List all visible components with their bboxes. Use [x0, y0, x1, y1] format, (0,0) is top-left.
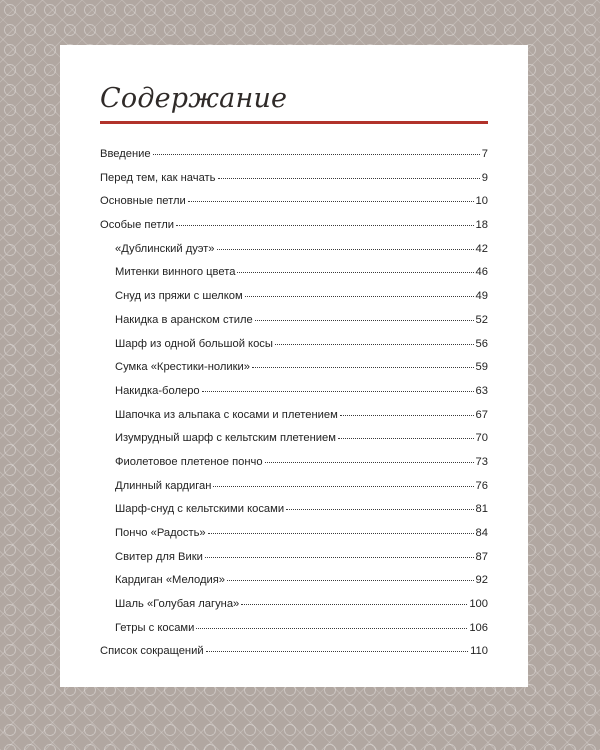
toc-entry-title: Пончо «Радость» — [115, 527, 206, 539]
dot-leader — [206, 651, 469, 652]
toc-entry-page: 87 — [475, 550, 488, 563]
toc-entry-project — [100, 552, 488, 576]
toc-entry-title: Список сокращений — [100, 645, 204, 658]
toc-entry-page: 84 — [475, 527, 488, 539]
toc-entry-project — [100, 386, 488, 410]
toc-entry-page: 7 — [481, 148, 488, 160]
toc-entry-page: 52 — [475, 313, 488, 326]
toc-entry-project — [100, 315, 488, 339]
toc-entry-title: Основные петли — [100, 195, 186, 208]
toc-entry-page: 100 — [469, 598, 488, 611]
toc-entry-title: Шарф-снуд с кельтскими косами — [115, 503, 285, 516]
toc-entry-title: Изумрудный шарф с кельтским плетением — [115, 432, 336, 445]
toc-entry-project — [100, 244, 488, 268]
toc-entry-page: 10 — [475, 195, 488, 208]
toc-entry-project — [100, 267, 488, 291]
toc-entry-title: «Дублинский дуэт» — [115, 242, 215, 255]
dot-leader — [196, 628, 467, 629]
toc-entry-project — [100, 362, 488, 386]
dot-leader — [286, 509, 473, 510]
dot-leader — [255, 320, 474, 321]
dot-leader — [340, 415, 474, 416]
toc-entry-page: 67 — [475, 408, 488, 421]
toc-entry-project — [100, 575, 488, 599]
toc-entry-introduction — [100, 149, 488, 173]
toc-entry-project — [100, 433, 488, 457]
dot-leader — [338, 438, 474, 439]
toc-entry-title: Свитер для Вики — [115, 550, 203, 563]
toc-entry-project — [100, 504, 488, 528]
toc-entry-page: 73 — [475, 455, 488, 468]
toc-entry-page: 9 — [481, 171, 488, 184]
toc-entry-project — [100, 291, 488, 315]
table-of-contents — [100, 149, 488, 670]
toc-entry-project — [100, 410, 488, 434]
toc-entry-title: Шапочка из альпака с косами и плетением — [115, 408, 338, 421]
toc-entry-basic-stitches — [100, 196, 488, 220]
dot-leader — [153, 154, 480, 155]
dot-leader — [227, 580, 474, 581]
toc-entry-page: 42 — [475, 242, 488, 255]
toc-entry-page: 18 — [475, 219, 488, 232]
toc-entry-page: 76 — [475, 479, 488, 492]
dot-leader — [208, 533, 474, 534]
toc-entry-page: 49 — [475, 290, 488, 303]
dot-leader — [176, 225, 474, 226]
dot-leader — [241, 604, 467, 605]
dot-leader — [265, 462, 474, 463]
toc-entry-page: 59 — [475, 361, 488, 374]
page-title: Содержание — [100, 83, 288, 114]
toc-entry-title: Снуд из пряжи с шелком — [115, 290, 243, 303]
toc-entry-title: Гетры с косами — [115, 621, 195, 634]
toc-entry-page: 106 — [469, 621, 488, 634]
toc-entry-project — [100, 457, 488, 481]
toc-entry-project — [100, 481, 488, 505]
toc-entry-abbreviations — [100, 646, 488, 670]
dot-leader — [237, 272, 473, 273]
dot-leader — [188, 201, 474, 202]
toc-entry-title: Кардиган «Мелодия» — [115, 574, 226, 587]
toc-entry-project — [100, 599, 488, 623]
book-page — [60, 45, 528, 687]
toc-entry-page: 63 — [475, 384, 488, 397]
toc-entry-page: 46 — [475, 266, 488, 279]
toc-entry-project — [100, 339, 488, 363]
dot-leader — [275, 344, 474, 345]
dot-leader — [205, 557, 474, 558]
toc-entry-project — [100, 623, 488, 647]
toc-entry-before-start — [100, 173, 488, 197]
toc-entry-title: Сумка «Крестики-нолики» — [115, 361, 251, 374]
dot-leader — [252, 367, 474, 368]
title-underline — [100, 121, 488, 124]
toc-entry-page: 81 — [475, 503, 488, 516]
toc-entry-title: Длинный кардиган — [115, 479, 212, 492]
dot-leader — [217, 249, 474, 250]
toc-entry-page: 56 — [475, 337, 488, 350]
dot-leader — [202, 391, 474, 392]
toc-entry-title: Накидка в аранском стиле — [115, 313, 253, 326]
dot-leader — [245, 296, 474, 297]
toc-entry-title: Перед тем, как начать — [100, 171, 216, 184]
toc-entry-title: Введение — [100, 148, 151, 160]
toc-entry-special-stitches — [100, 220, 488, 244]
toc-entry-title: Особые петли — [100, 219, 174, 232]
dot-leader — [218, 178, 480, 179]
toc-entry-page: 110 — [470, 645, 488, 658]
dot-leader — [213, 486, 473, 487]
toc-entry-title: Накидка-болеро — [115, 384, 200, 397]
toc-entry-project — [100, 528, 488, 552]
toc-entry-title: Шаль «Голубая лагуна» — [115, 598, 240, 611]
toc-entry-page: 70 — [475, 432, 488, 445]
toc-entry-page: 92 — [475, 574, 488, 587]
toc-entry-title: Шарф из одной большой косы — [115, 337, 273, 350]
toc-entry-title: Митенки винного цвета — [115, 266, 236, 279]
toc-entry-title: Фиолетовое плетеное пончо — [115, 455, 263, 468]
